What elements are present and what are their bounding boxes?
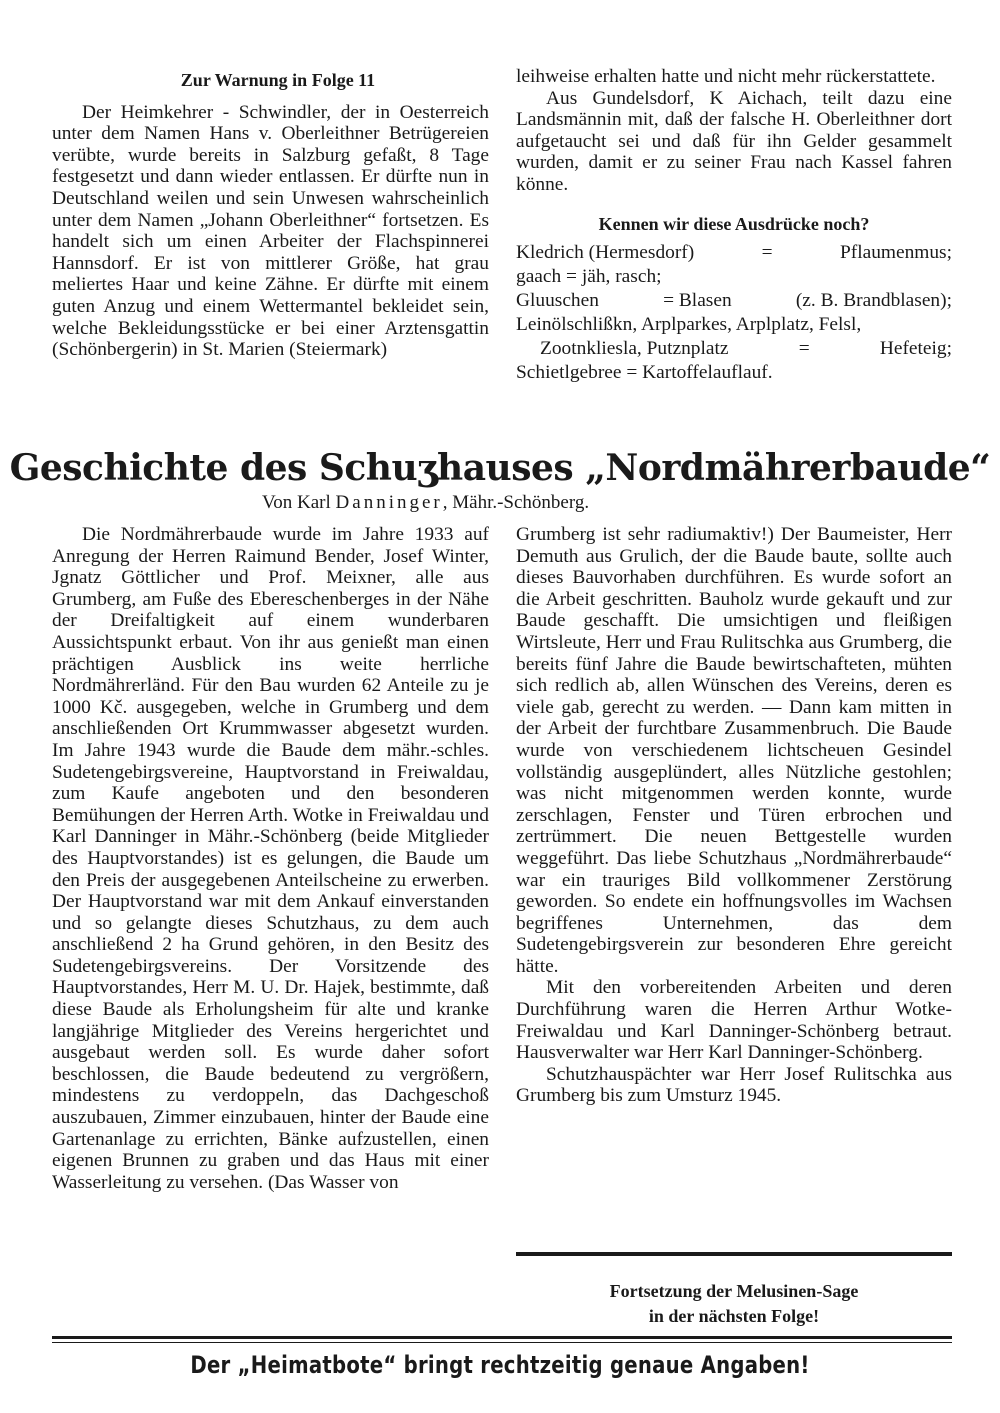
warning-text: Der Heimkehrer - Schwindler, der in Oesterreich unter dem Namen Hans v. Oberleithner Betrügereien verübte, wurde bereits in Salzburg gefaßt, 8 Tage festgesetzt und dann wieder entlassen. Er dürfte nun in Deutschland weilen und sein Unwesen wahrscheinlich unter dem Namen „Johann Oberleithner“ fortsetzen. Es handelt sich um einen Arbeiter der Flachspinnerei Hannsdorf. Er ist von mittlerer Größe, hat grau meliertes Haar und keine Zähne. Er dürfte mit einem guten Anzug und einem Wettermantel bekleidet sein, welche Bekleidungsstücke er bei einer Arztensgattin (Schönbergerin) in St. Marien (Steiermark) <box>52 101 489 361</box>
dialect-line: Schietlgebree = Kartoffelauflauf. <box>516 362 773 384</box>
author-name: Danninger <box>335 492 443 513</box>
dialect-line: gaach = jäh, rasch; <box>516 266 662 288</box>
warning-report: Aus Gundelsdorf, K Aichach, teilt dazu eine Landsmännin mit, daß der falsche H. Oberleithner dort aufgetaucht sei und daß für ihn Gelder gesammelt wurden, damit er zu seiner Frau nach Kassel fahren könne. <box>516 87 952 195</box>
dialect-line: Kledrich (Hermesdorf) = Pflaumenmus; <box>516 242 952 264</box>
warning-heading: Zur Warnung in Folge 11 <box>180 70 376 90</box>
dialect-line: Leinölschlißkn, Arplparkes, Arplplatz, Felsl, <box>516 314 862 336</box>
dialect-heading: Kennen wir diese Ausdrücke noch? <box>598 213 870 234</box>
divider-rule <box>516 1252 952 1256</box>
article-left-column <box>52 524 489 1193</box>
dialect-line: Zootnkliesla, Putznplatz = Hefeteig; <box>540 338 952 360</box>
article-right-column <box>516 524 952 1107</box>
dialect-list <box>516 241 952 385</box>
article-right-text: Grumberg ist sehr radiumaktiv!) Der Baumeister, Herr Demuth aus Grulich, der die Baude baute, sollte auch dieses Bauvorhaben durchführen. Es wurde sofort an die Arbeit geschritten. Bauholz wurde gekauft und zur Baude geschafft. Die umsichtigen und fleißigen Wirtsleute, Herr und Frau Rulitschka aus Grumberg, die bereits fünf Jahre die Baude bewirtschafteten, mühten sich redlich ab, allen Wünschen des Vereins, deren es viele gab, gerecht zu werden. — Dann kam mitten in der Arbeit der furchtbare Zusammenbruch. Die Baude wurde von verschiedenem lichtscheuen Gesindel vollständig ausgeplündert, alles Nützliche gestohlen; was nicht mitgenommen werden konnte, wurde zerschlagen, Fenster und Türen erbrochen und zertrümmert. Die neuen Bettgestelle wurden weggeführt. Das liebe Schutzhaus „Nordmährerbaude“ war ein trauriges Bild vollkommener Zerstörung geworden. So endete ein hoffnungsvolles im Wachsen begriffenes Unternehmen, das dem Sudetengebirgsverein zur besonderen Ehre gereicht hätte. <box>516 524 952 977</box>
article-right-para3: Schutzhauspächter war Herr Josef Rulitschka aus Grumberg bis zum Umsturz 1945. <box>516 1063 952 1107</box>
right-top-column <box>516 66 952 385</box>
footer-rule-thin <box>52 1342 952 1343</box>
footer-rule <box>52 1336 952 1339</box>
article-title: Geschichte des Schuʒhauses „Nordmährerbaude“ <box>9 447 991 489</box>
warning-column <box>52 70 489 361</box>
warning-continued: leihweise erhalten hatte und nicht mehr rückerstattete. <box>516 66 936 87</box>
continuation-note: Fortsetzung der Melusinen-Sage in der nächsten Folge! <box>609 1281 859 1326</box>
footer-banner: Der „Heimatbote“ bringt rechtzeitig genaue Angaben! <box>190 1351 810 1379</box>
dialect-line: Gluuschen = Blasen (z. B. Brandblasen); <box>516 290 952 312</box>
article-right-para2: Mit den vorbereitenden Arbeiten und deren Durchführung waren die Herren Arthur Wotke-Freiwaldau und Karl Danninger-Schönberg betraut. Hausverwalter war Herr Karl Danninger-Schönberg. <box>516 977 952 1064</box>
article-byline: Von Karl Danninger, Mähr.-Schönberg. <box>262 492 590 513</box>
article-left-text: Die Nordmährerbaude wurde im Jahre 1933 auf Anregung der Herren Raimund Bender, Josef Winter, Jgnatz Göttlicher und Prof. Meixner, alle aus Grumberg, am Fuße des Ebereschenberges in der Nähe der Dreifaltigkeit auf einem wunderbaren Aussichtspunkt erbaut. Von ihr aus genießt man einen prächtigen Ausblick ins weite herrliche Nordmährerländ. Für den Bau wurden 62 Anteile zu je 1000 Kč. ausgegeben, welche in Grumberg und dem anschließenden Ort Krummwasser abgesetzt wurden. Im Jahre 1943 wurde die Baude dem mähr.-schles. Sudetengebirgsvereine, Hauptvorstand in Freiwaldau, zum Kaufe angeboten und den besonderen Bemühungen der Herren Arth. Wotke in Freiwaldau und Karl Danninger in Mähr.-Schönberg (beide Mitglieder des Hauptvorstandes) ist es gelungen, die Baude um den Preis der ausgegebenen Anteilscheine zu erwerben. Der Hauptvorstand war mit dem Ankauf einverstanden und so gelangte dieses Schutzhaus, zu dem auch anschließend 2 ha Grund gehören, in den Besitz des Sudetengebirgsvereins. Der Vorsitzende des Hauptvorstandes, Herr M. U. Dr. Hajek, bestimmte, daß diese Baude als Erholungsheim für alte und kranke langjährige Mitglieder des Vereins hergerichtet und ausgebaut werden soll. Es wurde daher sofort beschlossen, die Baude bedeutend zu vergrößern, mindestens zu verdoppeln, das Dachgeschoß auszubauen, Zimmer einzubauen, hinter der Baude eine Gartenanlage zu errichten, Bänke aufzustellen, einen eigenen Brunnen zu graben und das Haus mit einer Wasserleitung zu versehen. (Das Wasser von <box>52 524 489 1193</box>
